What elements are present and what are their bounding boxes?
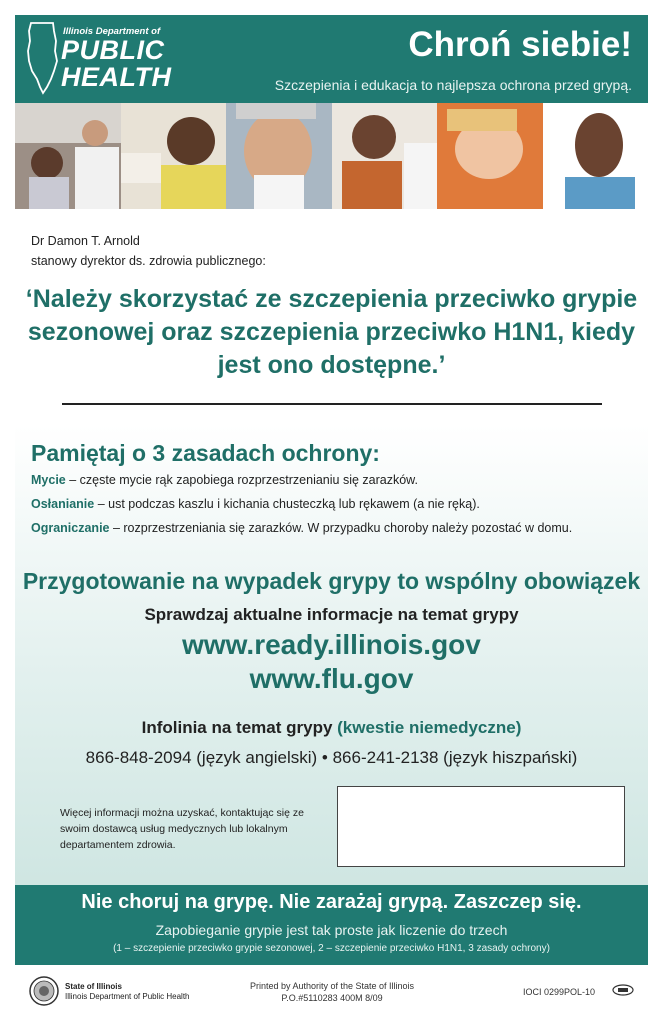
photo-doctor-patient [15,103,121,209]
prep-subheading: Sprawdzaj aktualne informacje na temat grypy [144,605,519,624]
imprint-footer [15,965,648,1009]
hotline-title: Infolinia na temat grypy [141,718,338,737]
printed-line-1: Printed by Authority of the State of Illinois [249,981,415,991]
rule-text: – częste mycie rąk zapobiega rozprzestrzenianiu się zarazków. [65,473,418,487]
header-banner [15,15,648,103]
author-role: stanowy dyrektor ds. zdrowia publicznego: [31,254,266,268]
hotline-highlight: (kwestie niemedyczne) [337,718,522,737]
footer-band [15,885,648,965]
page-subtitle: Szczepienia i edukacja to najlepsza ochrona przed grypą. [274,77,632,93]
photo-man-sneezing [226,103,332,209]
printed-by [222,980,442,1004]
info-text: Więcej informacji można uzyskać, kontaktując się ze swoim dostawcą usług medycznych lub lokalnym departamentem zdrowia. [60,807,304,851]
photo-sick-child [437,103,543,209]
quote-line-1: ‘Należy skorzystać ze szczepienia przeciwko grypie [25,285,638,313]
director-quote [15,283,648,382]
ioci-code: IOCI 0299POL-10 [523,987,596,997]
photo-strip [15,103,648,209]
quote-line-2: sezonowej oraz szczepienia przeciwko H1N1, kiedy [27,318,636,346]
footer-state: State of Illinois [65,982,122,991]
logo-dept-text: Illinois Department of [63,26,161,37]
logo-public-text: PUBLIC [61,35,165,65]
flu-gov-link[interactable]: www.flu.gov [249,663,414,694]
prep-heading: Przygotowanie na wypadek grypy to wspólny obowiązek [22,568,641,594]
photo-woman-vaccination [332,103,438,209]
union-bug-icon [612,984,634,996]
state-seal-icon [29,976,59,1006]
rule-text: – ust podczas kaszlu i kichania chusteczką lub rękawem (a nie ręką). [94,497,480,511]
hotline-heading [15,718,648,738]
idph-logo [23,21,193,99]
rule-text: – rozprzestrzeniania się zarazków. W przypadku choroby należy pozostać w domu. [109,521,573,535]
author-name: Dr Damon T. Arnold [31,234,140,248]
contact-stamp-box [337,786,625,867]
photo-nurse [543,103,649,209]
logo-health-text: HEALTH [61,62,172,92]
illinois-state-outline-icon [25,21,59,95]
divider [62,403,602,405]
rules-heading: Pamiętaj o 3 zasadach ochrony: [31,440,380,466]
band-title: Nie choruj na grypę. Nie zarażaj grypą. Zaszczep się. [81,891,582,913]
author-block [31,231,266,271]
photo-child-vaccination [121,103,227,209]
quote-line-3: jest ono dostępne.’ [217,351,446,379]
rule-term: Mycie [31,473,66,487]
rule-term: Osłanianie [31,497,95,511]
footer-dept: Illinois Department of Public Health [65,992,190,1001]
printed-line-2: P.O.#5110283 400M 8/09 [281,993,383,1003]
band-note: (1 – szczepienie przeciwko grypie sezonowej, 2 – szczepienie przeciwko H1N1, 3 zasady ochrony) [113,943,550,954]
rule-item-cover [31,497,480,511]
flyer-page [15,15,648,1009]
rule-term: Ograniczanie [31,521,110,535]
page-title: Chroń siebie! [408,25,632,64]
hotline-phones: 866-848-2094 (język angielski) • 866-241-2138 (język hiszpański) [85,748,578,767]
band-subtitle: Zapobieganie grypie jest tak proste jak liczenie do trzech [155,922,508,938]
ready-illinois-link[interactable]: www.ready.illinois.gov [182,629,481,660]
rule-item-wash [31,473,418,487]
rule-item-contain [31,521,572,535]
